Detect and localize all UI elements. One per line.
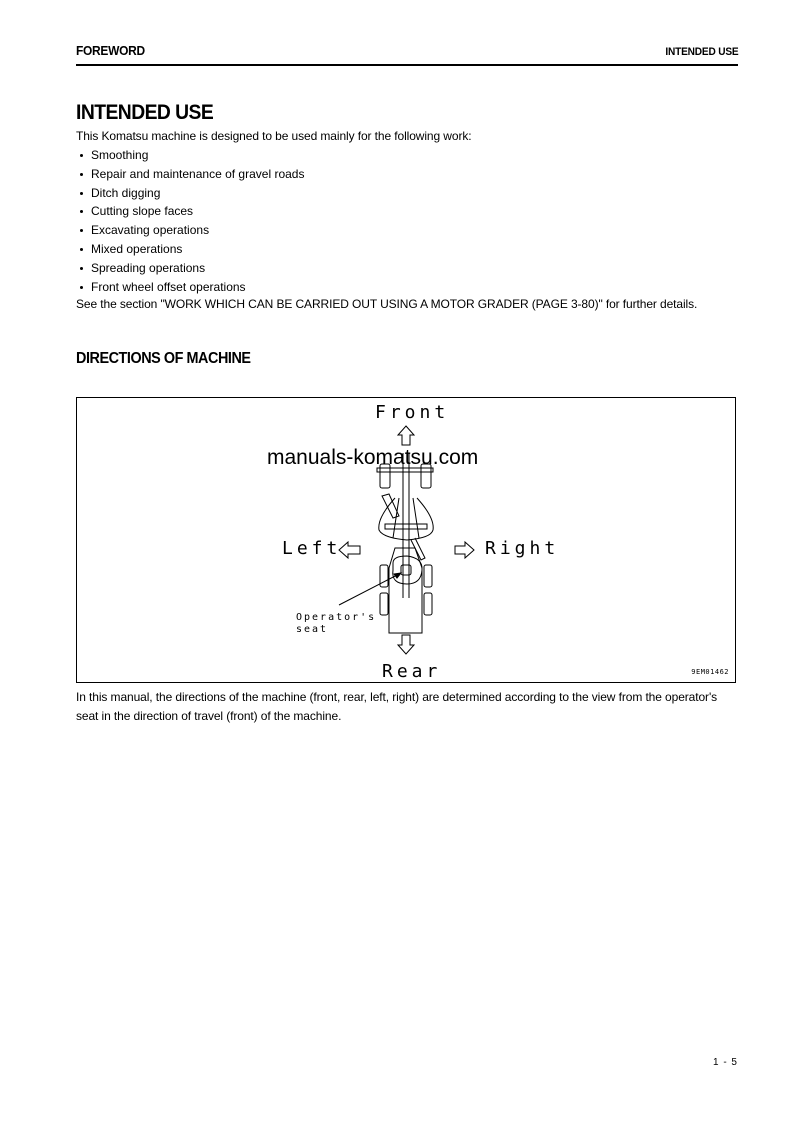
front-label: Front (375, 402, 450, 423)
intended-use-intro: This Komatsu machine is designed to be used mainly for the following work: (76, 129, 472, 143)
watermark: manuals-komatsu.com (267, 446, 479, 469)
arrow-down-icon (398, 635, 414, 654)
operator-seat-label: Operator's seat (296, 612, 377, 635)
header-rule (76, 64, 738, 66)
see-also-text: See the section "WORK WHICH CAN BE CARRIED OUT USING A MOTOR GRADER (PAGE 3-80)" for further details. (76, 297, 698, 311)
intended-use-title: INTENDED USE (76, 101, 214, 124)
header-section-title: FOREWORD (76, 43, 145, 58)
left-label: Left (282, 538, 342, 559)
list-item: Cutting slope faces (76, 202, 304, 221)
right-label: Right (485, 538, 560, 559)
page-number: 1 - 5 (712, 1057, 738, 1068)
arrow-right-icon (455, 542, 474, 558)
directions-title: DIRECTIONS OF MACHINE (76, 350, 251, 367)
list-item: Front wheel offset operations (76, 278, 304, 297)
list-item: Mixed operations (76, 240, 304, 259)
figure-code: 9EM01462 (691, 668, 729, 676)
work-list (76, 146, 304, 296)
list-item: Smoothing (76, 146, 304, 165)
list-item: Repair and maintenance of gravel roads (76, 165, 304, 184)
rear-label: Rear (382, 661, 442, 682)
arrow-left-icon (339, 542, 360, 558)
list-item: Excavating operations (76, 221, 304, 240)
directions-figure (76, 397, 736, 683)
list-item: Spreading operations (76, 259, 304, 278)
motor-grader-diagram (77, 398, 737, 684)
directions-explanation: In this manual, the directions of the machine (front, rear, left, right) are determined according to the view from the operator's seat in the direction of travel (front) of the machine. (76, 690, 718, 723)
header-topic-title: INTENDED USE (664, 46, 738, 58)
arrow-up-icon (398, 426, 414, 445)
list-item: Ditch digging (76, 184, 304, 203)
